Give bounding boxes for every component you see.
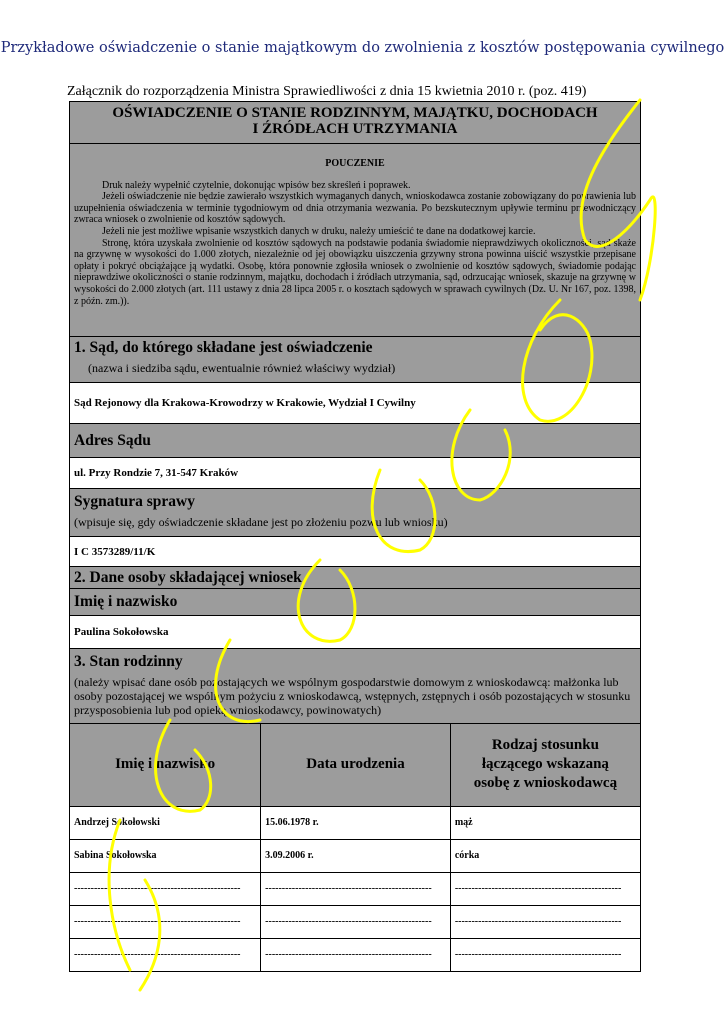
family-col-relation: Rodzaj stosunku łączącego wskazaną osobę z wnioskodawcą — [450, 724, 640, 806]
table-row — [70, 839, 640, 872]
instruction-paragraph: Stronę, która uzyskała zwolnienie od kosztów sądowych na podstawie podania świadomie nieprawdziwych okoliczności, sąd skaże na grzywnę w wysokości do 1.000 złotych, niezależnie od jej obowiązku uiszczenia grzywny strona powinna uiścić wszystkie przepisane opłaty i pokryć obciążające ją wydatki. Osobę, która ponownie zgłosiła wniosek o zwolnienie od kosztów sądowych, świadomie podając nieprawdziwe okoliczności o stanie rodzinnym, majątku, dochodach i źródłach utrzymania, sąd, odrzucając wniosek, skazuje na grzywnę w wysokości do 2.000 złotych (art. 111 ustawy z dnia 28 lipca 2005 r. o kosztach sądowych w sprawach cywilnych (Dz. U. Nr 167, poz. 1398, z późn. zm.)). — [74, 237, 636, 307]
applicant-name-field[interactable]: Paulina Sokołowska — [70, 616, 640, 649]
instruction-paragraph: Jeżeli oświadczenie nie będzie zawierało wszystkich wymaganych danych, wnioskodawca zostanie zobowiązany do poprawienia lub uzupełnienia oświadczenia w terminie tygodniowym od dnia otrzymania wezwania. Po bezskutecznym upływie terminu przewodniczący zwraca wniosek o zwolnienie od kosztów sądowych. — [74, 191, 636, 226]
table-row — [70, 905, 640, 938]
family-table-header — [70, 724, 640, 806]
section-signature-title: Sygnatura sprawy — [74, 493, 196, 510]
section-family — [70, 649, 640, 724]
form-title-line2: I ŹRÓDŁACH UTRZYMANIA — [252, 121, 458, 137]
section-applicant-title: 2. Dane osoby składającej wniosek — [74, 569, 302, 586]
page-heading: Przykładowe oświadczenie o stanie majątkowym do zwolnienia z kosztów postępowania cywilnego — [0, 40, 725, 56]
family-relation-cell[interactable]: -------------------------------------------------- — [450, 905, 640, 938]
section-family-hint: (należy wpisać dane osób pozostających we wspólnym gospodarstwie domowym z wnioskodawcą: małżonka lub osoby pozostającej we wspólnym pożyciu z wnioskodawcą, wstępnych, zstępnych i osób pozostających w stosunku przysposobienia lub pod opieką wnioskodawcy, powinowatych) — [74, 675, 631, 717]
section-address-title: Adres Sądu — [74, 432, 151, 449]
family-table-wrap — [70, 724, 640, 971]
section-signature-hint: (wpisuje się, gdy oświadczenie składane jest po złożeniu pozwu lub wniosku) — [74, 515, 448, 529]
table-row — [70, 938, 640, 971]
family-name-cell[interactable]: Sabina Sokołowska — [70, 839, 261, 872]
family-name-cell[interactable]: -------------------------------------------------- — [70, 872, 261, 905]
family-name-cell[interactable]: -------------------------------------------------- — [70, 938, 261, 971]
section-signature — [70, 489, 640, 537]
family-name-cell[interactable]: Andrzej Sokołowski — [70, 806, 261, 839]
case-signature-field[interactable]: I C 3573289/11/K — [70, 537, 640, 567]
instructions-box — [70, 144, 640, 337]
section-court — [70, 337, 640, 383]
instructions-header: POUCZENIE — [325, 158, 385, 169]
family-col-name: Imię i nazwisko — [70, 724, 261, 806]
family-birthdate-cell[interactable]: -------------------------------------------------- — [261, 938, 451, 971]
family-birthdate-cell[interactable]: 15.06.1978 r. — [261, 806, 451, 839]
family-table — [70, 724, 640, 971]
court-address-field[interactable]: ul. Przy Rondzie 7, 31-547 Kraków — [70, 458, 640, 489]
annex-note: Załącznik do rozporządzenia Ministra Sprawiedliwości z dnia 15 kwietnia 2010 r. (poz. 419) — [67, 84, 587, 99]
family-relation-cell[interactable]: -------------------------------------------------- — [450, 938, 640, 971]
family-birthdate-cell[interactable]: -------------------------------------------------- — [261, 905, 451, 938]
section-court-hint: (nazwa i siedziba sądu, ewentualnie również właściwy wydział) — [88, 361, 396, 375]
family-relation-cell[interactable]: -------------------------------------------------- — [450, 872, 640, 905]
family-birthdate-cell[interactable]: 3.09.2006 r. — [261, 839, 451, 872]
table-row — [70, 872, 640, 905]
table-row — [70, 806, 640, 839]
section-court-title: 1. Sąd, do którego składane jest oświadczenie — [74, 339, 373, 356]
declaration-form — [69, 101, 641, 972]
form-title-line1: OŚWIADCZENIE O STANIE RODZINNYM, MAJĄTKU, DOCHODACH — [112, 105, 598, 121]
applicant-name-label-row — [70, 589, 640, 616]
applicant-name-label: Imię i nazwisko — [74, 593, 178, 610]
family-name-cell[interactable]: -------------------------------------------------- — [70, 905, 261, 938]
form-title — [70, 102, 640, 144]
family-relation-cell[interactable]: mąż — [450, 806, 640, 839]
court-name-field[interactable]: Sąd Rejonowy dla Krakowa-Krowodrzy w Krakowie, Wydział I Cywilny — [70, 383, 640, 424]
instruction-paragraph: Jeżeli nie jest możliwe wpisanie wszystkich danych w druku, należy umieścić te dane na dodatkowej karcie. — [102, 225, 536, 237]
family-birthdate-cell[interactable]: -------------------------------------------------- — [261, 872, 451, 905]
instruction-paragraph: Druk należy wypełnić czytelnie, dokonując wpisów bez skreśleń i poprawek. — [102, 179, 411, 191]
section-applicant — [70, 567, 640, 589]
section-address — [70, 424, 640, 458]
family-col-birthdate: Data urodzenia — [261, 724, 451, 806]
section-family-title: 3. Stan rodzinny — [74, 653, 183, 670]
family-relation-cell[interactable]: córka — [450, 839, 640, 872]
